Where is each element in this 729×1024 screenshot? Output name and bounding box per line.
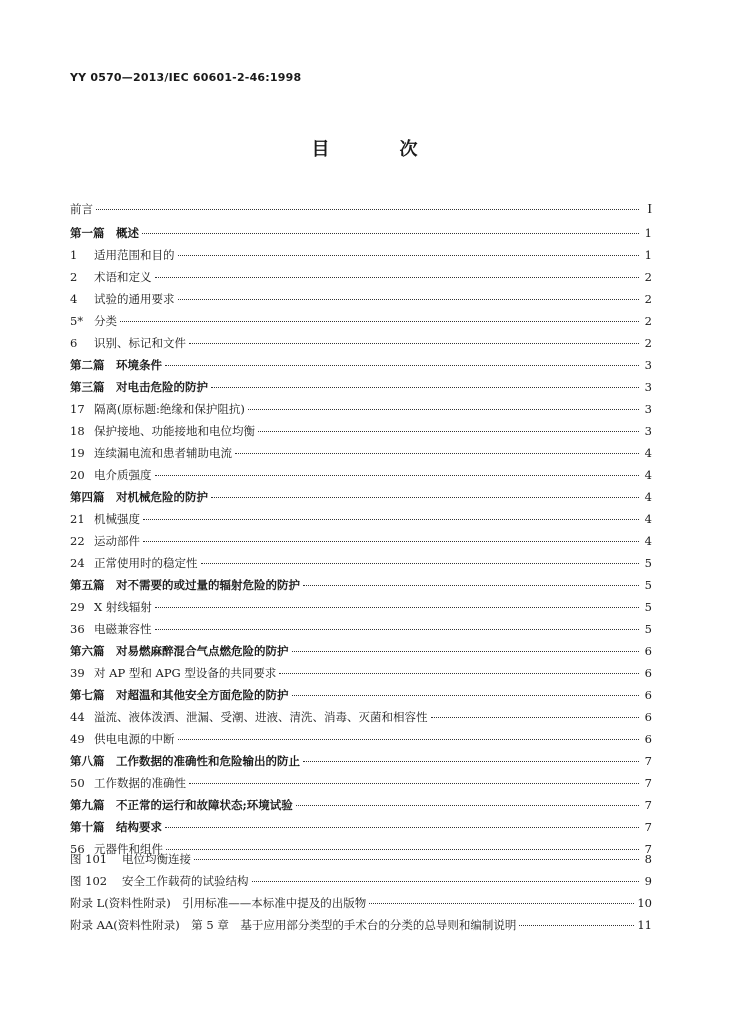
toc-entry-label: 元器件和组件	[94, 842, 163, 856]
toc-entry-label: 正常使用时的稳定性	[94, 556, 198, 570]
dot-leader	[292, 695, 640, 696]
toc-entry-page: 4	[644, 512, 652, 526]
dot-leader	[258, 431, 639, 432]
toc-entry-label: 电介质强度	[94, 468, 152, 482]
toc-entry[interactable]	[70, 914, 652, 936]
toc-entry-label: 第一篇 概述	[70, 226, 139, 240]
toc-entry-label: 机械强度	[94, 512, 140, 526]
toc-entry-page: 2	[644, 270, 652, 284]
dot-leader	[155, 475, 640, 476]
table-of-contents	[70, 196, 652, 860]
dot-leader	[96, 209, 639, 210]
toc-entry[interactable]	[70, 222, 652, 244]
toc-entry[interactable]	[70, 288, 652, 310]
dot-leader	[431, 717, 640, 718]
dot-leader	[189, 783, 639, 784]
toc-entry[interactable]	[70, 332, 652, 354]
toc-entry[interactable]	[70, 552, 652, 574]
toc-entry[interactable]	[70, 684, 652, 706]
toc-entry-label: 溢流、液体泼洒、泄漏、受潮、进液、清洗、消毒、灭菌和相容性	[94, 710, 428, 724]
toc-entry[interactable]	[70, 870, 652, 892]
toc-entry-page: 6	[644, 666, 652, 680]
toc-entry-label: 工作数据的准确性	[94, 776, 186, 790]
toc-entry[interactable]	[70, 892, 652, 914]
dot-leader	[120, 321, 639, 322]
toc-entry-number: 56	[70, 842, 85, 856]
toc-entry-page: 4	[644, 534, 652, 548]
dot-leader	[189, 343, 639, 344]
toc-entry-label: X 射线辐射	[94, 600, 152, 614]
toc-entry-page: 4	[644, 490, 652, 504]
toc-entry-label: 附录 AA(资料性附录) 第 5 章 基于应用部分类型的手术台的分类的总导则和编制说明	[70, 918, 517, 932]
toc-entry-label: 第九篇 不正常的运行和故障状态;环境试验	[70, 798, 293, 812]
toc-entry[interactable]	[70, 618, 652, 640]
dot-leader	[303, 761, 639, 762]
dot-leader	[178, 255, 640, 256]
toc-entry[interactable]	[70, 574, 652, 596]
dot-leader	[178, 299, 640, 300]
dot-leader	[165, 365, 639, 366]
toc-entry-page: 4	[644, 446, 652, 460]
dot-leader	[142, 233, 639, 234]
toc-entry-page: 2	[644, 292, 652, 306]
toc-entry-label: 连续漏电流和患者辅助电流	[94, 446, 232, 460]
toc-entry-number: 24	[70, 556, 85, 570]
toc-entry-number: 21	[70, 512, 85, 526]
dot-leader	[211, 387, 639, 388]
dot-leader	[143, 519, 639, 520]
toc-entry-page: 6	[644, 688, 652, 702]
toc-entry-label: 分类	[94, 314, 117, 328]
dot-leader	[201, 563, 640, 564]
toc-entry-page: 5	[644, 600, 652, 614]
toc-entry-number: 29	[70, 600, 85, 614]
dot-leader	[279, 673, 639, 674]
dot-leader	[143, 541, 639, 542]
toc-entry-number: 20	[70, 468, 85, 482]
dot-leader	[155, 607, 639, 608]
toc-entry-page: 3	[644, 424, 652, 438]
toc-entry-label: 第六篇 对易燃麻醉混合气点燃危险的防护	[70, 644, 289, 658]
toc-entry-label: 第四篇 对机械危险的防护	[70, 490, 208, 504]
toc-entry-number: 5*	[70, 314, 84, 328]
toc-entry[interactable]	[70, 772, 652, 794]
toc-entry-label: 前言	[70, 202, 93, 216]
toc-entry[interactable]	[70, 420, 652, 442]
dot-leader	[211, 497, 639, 498]
toc-entry[interactable]	[70, 530, 652, 552]
toc-entry-page: 7	[644, 754, 652, 768]
dot-leader	[155, 629, 640, 630]
toc-entry-page: 1	[644, 226, 652, 240]
toc-entry-page: 6	[644, 732, 652, 746]
dot-leader	[252, 881, 640, 882]
toc-entry[interactable]	[70, 596, 652, 618]
toc-entry-page: 6	[644, 644, 652, 658]
toc-entry[interactable]	[70, 750, 652, 772]
toc-entry-page: 3	[644, 358, 652, 372]
toc-entry-number: 2	[70, 270, 78, 284]
toc-entry[interactable]	[70, 196, 652, 222]
toc-entry-number: 图 101	[70, 852, 108, 866]
toc-entry-page: 5	[644, 622, 652, 636]
toc-entry-number: 图 102	[70, 874, 108, 888]
dot-leader	[235, 453, 639, 454]
toc-entry-number: 6	[70, 336, 78, 350]
toc-entry-page: 3	[644, 380, 652, 394]
toc-entry-label: 术语和定义	[94, 270, 152, 284]
dot-leader	[194, 859, 639, 860]
toc-entry-label: 适用范围和目的	[94, 248, 175, 262]
toc-entry-label: 第二篇 环境条件	[70, 358, 162, 372]
toc-entry[interactable]	[70, 794, 652, 816]
toc-entry[interactable]	[70, 266, 652, 288]
toc-entry[interactable]	[70, 662, 652, 684]
toc-entry-page: 5	[644, 578, 652, 592]
toc-entry-label: 对 AP 型和 APG 型设备的共同要求	[94, 666, 277, 680]
toc-entry-label: 安全工作载荷的试验结构	[122, 874, 249, 888]
toc-entry-number: 49	[70, 732, 85, 746]
toc-entry-number: 39	[70, 666, 85, 680]
toc-entry-number: 17	[70, 402, 85, 416]
toc-entry[interactable]	[70, 508, 652, 530]
toc-entry-label: 第三篇 对电击危险的防护	[70, 380, 208, 394]
dot-leader	[155, 277, 640, 278]
dot-leader	[519, 925, 634, 926]
toc-entry-label: 电磁兼容性	[94, 622, 152, 636]
toc-entry[interactable]	[70, 486, 652, 508]
toc-entry-label: 保护接地、功能接地和电位均衡	[94, 424, 255, 438]
toc-entry[interactable]	[70, 376, 652, 398]
toc-entry-page: 3	[644, 402, 652, 416]
dot-leader	[369, 903, 634, 904]
appendix-list	[70, 848, 652, 936]
toc-entry-number: 50	[70, 776, 85, 790]
dot-leader	[178, 739, 640, 740]
toc-entry-label: 供电电源的中断	[94, 732, 175, 746]
toc-entry-number: 19	[70, 446, 85, 460]
dot-leader	[292, 651, 640, 652]
toc-entry-label: 第七篇 对超温和其他安全方面危险的防护	[70, 688, 289, 702]
page-title: 目 次	[311, 139, 444, 160]
toc-entry-number: 4	[70, 292, 78, 306]
toc-entry[interactable]	[70, 706, 652, 728]
dot-leader	[296, 805, 639, 806]
toc-entry[interactable]	[70, 310, 652, 332]
document-header: YY 0570—2013/IEC 60601-2-46:1998	[70, 71, 302, 84]
toc-entry-page: 9	[644, 874, 652, 888]
toc-entry-page: 5	[644, 556, 652, 570]
toc-entry-label: 电位均衡连接	[122, 852, 191, 866]
toc-entry-page: I	[647, 202, 652, 217]
toc-entry-label: 第八篇 工作数据的准确性和危险输出的防止	[70, 754, 300, 768]
toc-entry[interactable]	[70, 848, 652, 870]
toc-entry-page: 7	[644, 776, 652, 790]
toc-entry[interactable]	[70, 244, 652, 266]
toc-entry-page: 2	[644, 314, 652, 328]
toc-entry[interactable]	[70, 464, 652, 486]
toc-entry-page: 4	[644, 468, 652, 482]
toc-entry-page: 10	[637, 896, 652, 910]
toc-entry-number: 22	[70, 534, 85, 548]
toc-entry[interactable]	[70, 398, 652, 420]
toc-entry[interactable]	[70, 354, 652, 376]
toc-entry-page: 6	[644, 710, 652, 724]
toc-entry-page: 11	[637, 918, 652, 932]
toc-entry-label: 附录 L(资料性附录) 引用标准——本标准中提及的出版物	[70, 896, 367, 910]
toc-entry-page: 8	[644, 852, 652, 866]
toc-entry-page: 1	[644, 248, 652, 262]
toc-entry-label: 隔离(原标题:绝缘和保护阻抗)	[94, 402, 245, 416]
toc-entry-label: 第五篇 对不需要的或过量的辐射危险的防护	[70, 578, 300, 592]
dot-leader	[303, 585, 639, 586]
toc-entry[interactable]	[70, 442, 652, 464]
toc-entry-label: 识别、标记和文件	[94, 336, 186, 350]
toc-entry-number: 36	[70, 622, 85, 636]
toc-entry-label: 运动部件	[94, 534, 140, 548]
toc-entry-label: 试验的通用要求	[94, 292, 175, 306]
toc-entry-page: 7	[644, 820, 652, 834]
toc-entry-page: 7	[644, 798, 652, 812]
toc-entry-number: 1	[70, 248, 78, 262]
toc-entry-label: 第十篇 结构要求	[70, 820, 162, 834]
toc-entry[interactable]	[70, 816, 652, 838]
dot-leader	[165, 827, 639, 828]
toc-entry-number: 44	[70, 710, 85, 724]
toc-entry-page: 7	[644, 842, 652, 856]
toc-entry-number: 18	[70, 424, 85, 438]
toc-entry-page: 2	[644, 336, 652, 350]
toc-entry[interactable]	[70, 640, 652, 662]
toc-entry[interactable]	[70, 728, 652, 750]
dot-leader	[248, 409, 639, 410]
